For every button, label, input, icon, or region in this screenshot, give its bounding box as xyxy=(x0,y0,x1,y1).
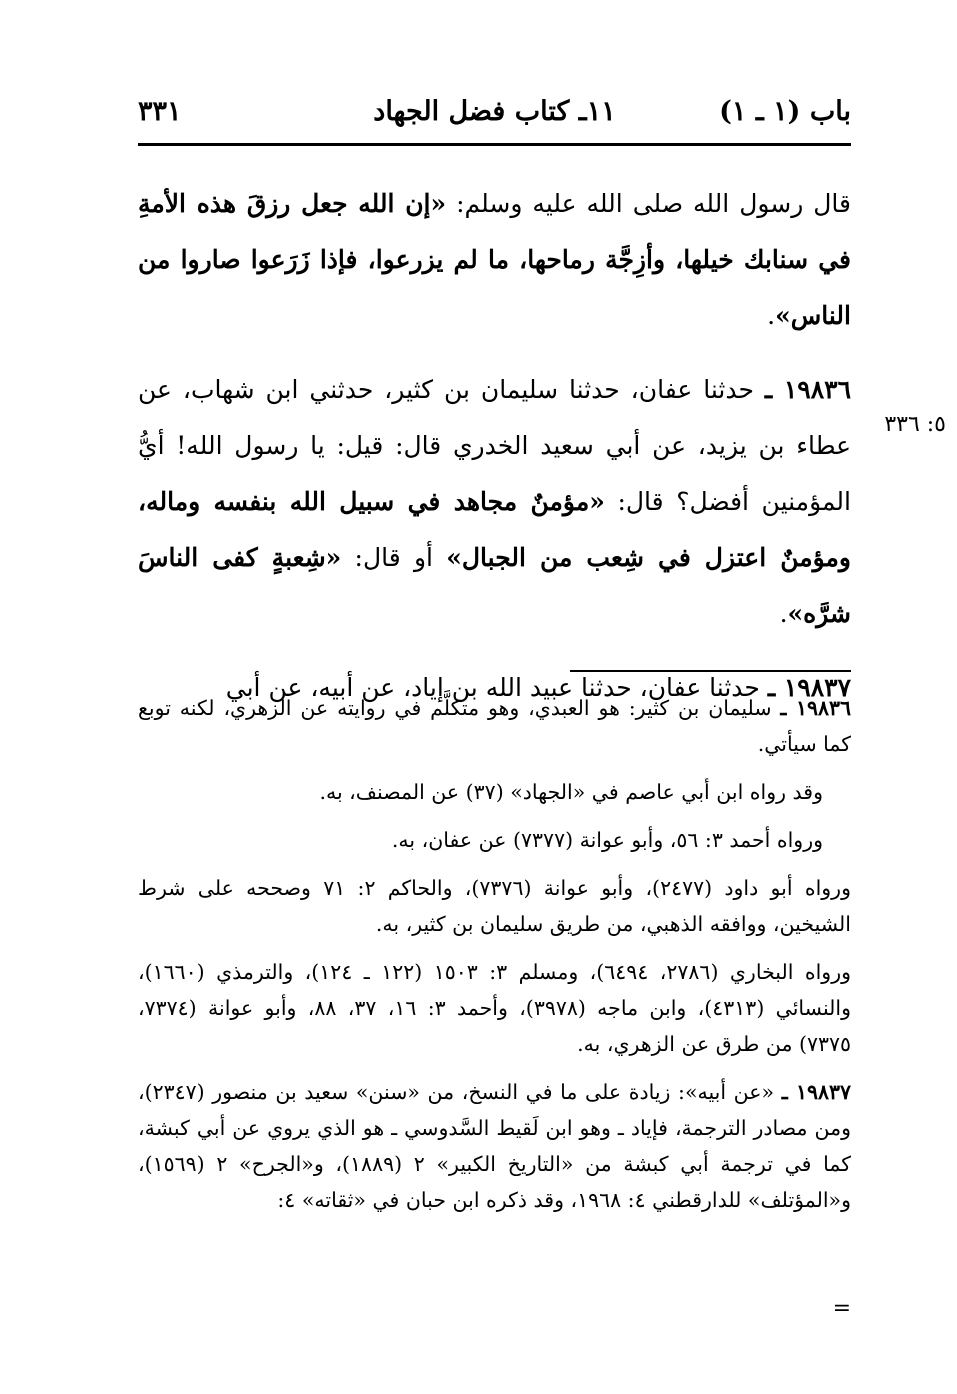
margin-reference: ٥: ٣٣٦ xyxy=(884,412,946,437)
hadith-mid: أو قال: xyxy=(341,543,447,572)
hadith-text: حدثنا عفان، حدثنا عبيد الله بن إياد، عن أبيه، عن أبي xyxy=(225,673,768,702)
footnotes xyxy=(138,690,851,1230)
hadith-number: ١٩٨٣٦ ـ xyxy=(764,375,851,404)
saying-end: . xyxy=(767,301,776,330)
footnote-number: ١٩٨٣٧ ـ xyxy=(781,1080,851,1104)
footnote-line: ورواه أبو داود (٢٤٧٧)، وأبو عوانة (٧٣٧٦)، والحاكم ٢: ٧١ وصححه على شرط الشيخين، ووافقه الذهبي، من طريق سليمان بن كثير، به. xyxy=(138,876,851,936)
page-number: ٣٣١ xyxy=(138,96,182,127)
hadith-quote-1: «مؤمنٌ مجاهد في سبيل الله بنفسه وماله، ومؤمنٌ اعتزل في شِعب من الجبال» xyxy=(138,487,851,572)
footnote-text: سليمان بن كثير: هو العبدي، وهو متكلَّم في روايته عن الزهري، لكنه توبع كما سيأتي. xyxy=(138,696,851,756)
saying-intro: قال رسول الله صلى الله عليه وسلم: xyxy=(446,189,851,218)
footnote-rule xyxy=(570,670,851,672)
footnote-19837 xyxy=(138,1074,851,1218)
header-rule xyxy=(138,143,851,146)
hadith-number: ١٩٨٣٧ ـ xyxy=(767,673,851,702)
footnote-line: ورواه البخاري (٢٧٨٦، ٦٤٩٤)، ومسلم ٣: ١٥٠٣ (١٢٢ ـ ١٢٤)، والترمذي (١٦٦٠)، والنسائي (٤٣١٣)، وابن ماجه (٣٩٧٨)، وأحمد ٣: ١٦، ٣٧، ٨٨، وأبو عوانة (٧٣٧٤، ٧٣٧٥) من طرق عن الزهري، به. xyxy=(138,960,852,1056)
footnote-text: «عن أبيه»: زيادة على ما في النسخ، من «سنن» سعيد بن منصور (٢٣٤٧)، ومن مصادر الترجمة، فإياد ـ وهو ابن لَقيط السَّدوسي ـ هو الذي يروي عن أبي كبشة، كما في ترجمة أبي كبشة من «التاريخ الكبير» ٢ (١٨٨٩)، و«الجرح» ٢ (١٥٦٩)، و«المؤتلف» للدارقطني ٤: ١٩٦٨، وقد ذكره ابن حبان في «ثقاته» ٤: xyxy=(138,1080,852,1212)
footnote-line: وقد رواه ابن أبي عاصم في «الجهاد» (٣٧) عن المصنف، به. xyxy=(319,780,823,804)
footnote-19836 xyxy=(138,690,851,762)
chapter-label: باب (١ ـ ١) xyxy=(719,96,851,127)
continuation-mark: = xyxy=(832,1296,851,1321)
hadith-quote-2: «شِعبةٍ كفى الناسَ شرَّه» xyxy=(138,543,851,628)
hadith-19836 xyxy=(138,362,851,642)
hadith-end: . xyxy=(779,599,788,628)
main-text xyxy=(138,176,851,716)
saying-quote: «إن الله جعل رزقَ هذه الأمةِ في سنابك خيلها، وأزِجَّة رماحها، ما لم يزرعوا، فإذا زَرَعوا صاروا من الناس» xyxy=(138,189,851,330)
footnote-number: ١٩٨٣٦ ـ xyxy=(780,696,851,720)
hadith-text: حدثنا عفان، حدثنا سليمان بن كثير، حدثني ابن شهاب، عن عطاء بن يزيد، عن أبي سعيد الخدري قال: قيل: يا رسول الله! أيُّ المؤمنين أفضل؟ قال: xyxy=(138,375,851,516)
book-title: ١١ـ كتاب فضل الجهاد xyxy=(373,96,616,127)
footnote-line: ورواه أحمد ٣: ٥٦، وأبو عوانة (٧٣٧٧) عن عفان، به. xyxy=(391,828,823,852)
page-header xyxy=(138,96,851,148)
paragraph-prophet-saying xyxy=(138,176,851,344)
